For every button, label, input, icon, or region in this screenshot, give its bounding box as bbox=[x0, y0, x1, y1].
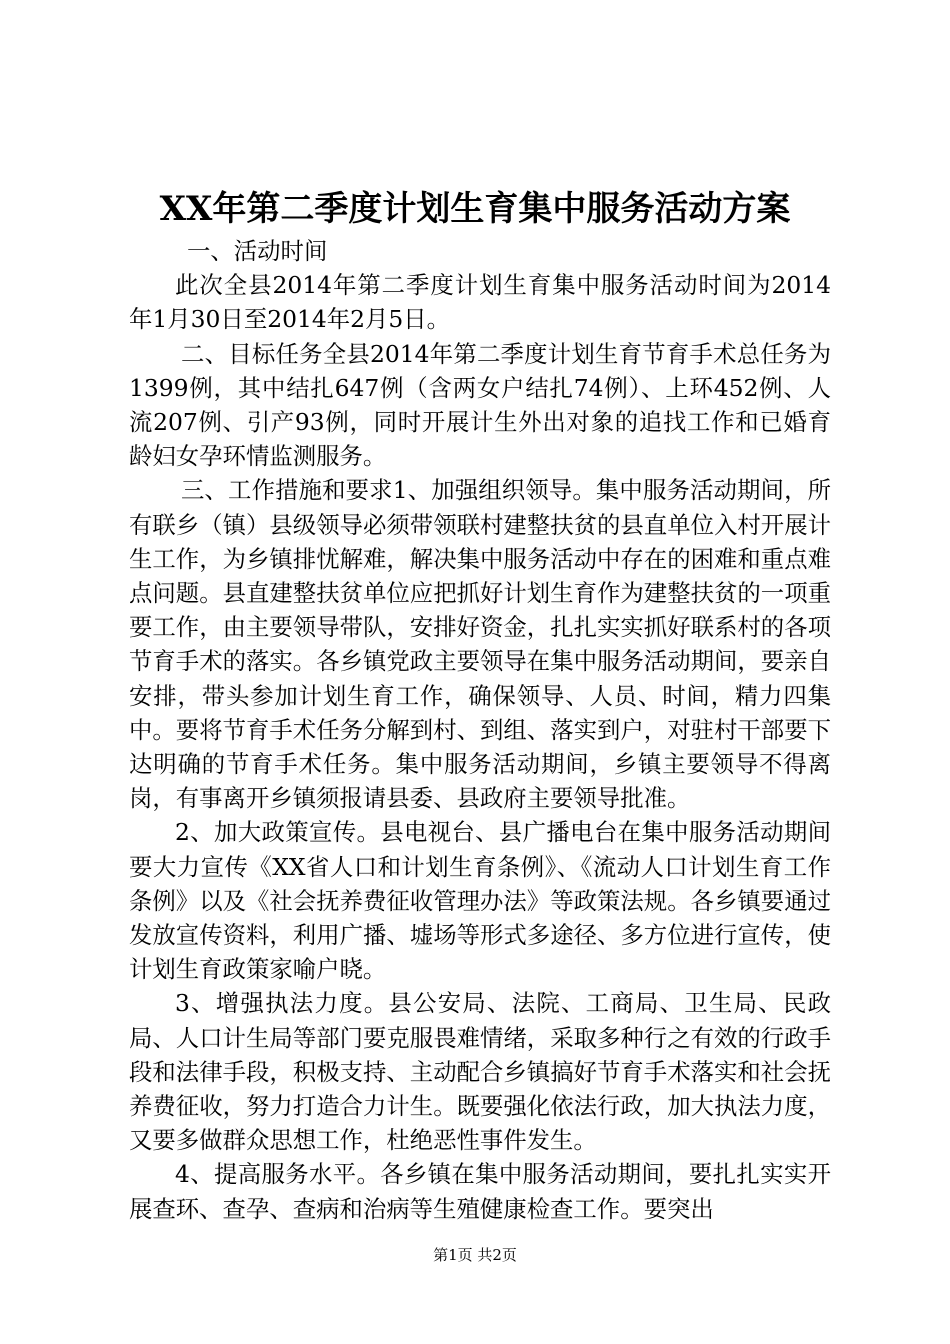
paragraph-activity-time: 此次全县2014年第二季度计划生育集中服务活动时间为2014年1月30日至2014年2月5日。 bbox=[129, 271, 831, 334]
paragraph-target-tasks: 二、目标任务全县2014年第二季度计划生育节育手术总任务为1399例，其中结扎647例（含两女户结扎74例）、上环452例、人流207例、引产93例，同时开展计生外出对象的追找工作和已婚育龄妇女孕环情监测服务。 bbox=[129, 339, 831, 471]
paragraph-policy-publicity: 2、加大政策宣传。县电视台、县广播电台在集中服务活动期间要大力宣传《XX省人口和计划生育条例》、《流动人口计划生育工作条例》以及《社会抚养费征收管理办法》等政策法规。各乡镇要通过发放宣传资料，利用广播、墟场等形式多途径、多方位进行宣传，使计划生育政策家喻户晓。 bbox=[129, 818, 831, 984]
section-heading-activity-time: 一、活动时间 bbox=[187, 237, 328, 265]
paragraph-measures-leadership: 三、工作措施和要求1、加强组织领导。集中服务活动期间，所有联乡（镇）县级领导必须带领联村建整扶贫的县直单位入村开展计生工作，为乡镇排忧解难，解决集中服务活动中存在的困难和重点难点问题。县直建整扶贫单位应把抓好计划生育作为建整扶贫的一项重要工作，由主要领导带队，安排好资金，扎扎实实抓好联系村的各项节育手术的落实。各乡镇党政主要领导在集中服务活动期间，要亲自安排，带头参加计划生育工作，确保领导、人员、时间，精力四集中。要将节育手术任务分解到村、到组、落实到户，对驻村干部要下达明确的节育手术任务。集中服务活动期间，乡镇主要领导不得离岗，有事离开乡镇须报请县委、县政府主要领导批准。 bbox=[129, 476, 831, 813]
paragraph-service-level: 4、提高服务水平。各乡镇在集中服务活动期间，要扎扎实实开展查环、查孕、查病和治病等生殖健康检查工作。要突出 bbox=[129, 1160, 831, 1223]
page-number-footer: 第1页 共2页 bbox=[433, 1246, 517, 1264]
paragraph-law-enforcement: 3、增强执法力度。县公安局、法院、工商局、卫生局、民政局、人口计生局等部门要克服畏难情绪，采取多种行之有效的行政手段和法律手段，积极支持、主动配合乡镇搞好节育手术落实和社会抚养费征收，努力打造合力计生。既要强化依法行政，加大执法力度，又要多做群众思想工作，杜绝恶性事件发生。 bbox=[129, 989, 831, 1155]
document-body bbox=[129, 234, 831, 1226]
document-title: XX年第二季度计划生育集中服务活动方案 bbox=[159, 189, 791, 229]
